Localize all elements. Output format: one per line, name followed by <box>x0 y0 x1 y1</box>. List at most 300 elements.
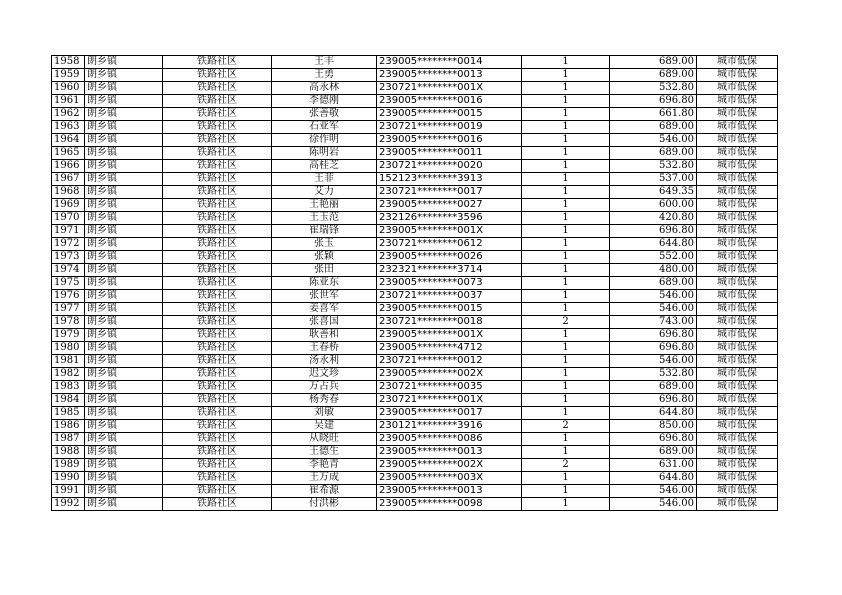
community-cell: 铁路社区 <box>163 108 272 121</box>
town-cell: 朗乡镇 <box>85 433 163 446</box>
household-count-cell: 1 <box>522 199 610 212</box>
id-number-cell: 239005********0016 <box>377 134 522 147</box>
household-count-cell: 1 <box>522 303 610 316</box>
town-cell: 朗乡镇 <box>85 329 163 342</box>
town-cell: 朗乡镇 <box>85 186 163 199</box>
name-cell: 李艳青 <box>272 459 377 472</box>
table-row <box>52 212 778 225</box>
household-count-cell: 2 <box>522 316 610 329</box>
table-row <box>52 290 778 303</box>
town-cell: 朗乡镇 <box>85 199 163 212</box>
id-number-cell: 230721********001X <box>377 82 522 95</box>
town-cell: 朗乡镇 <box>85 381 163 394</box>
community-cell: 铁路社区 <box>163 381 272 394</box>
town-cell: 朗乡镇 <box>85 472 163 485</box>
assistance-type-cell: 城市低保 <box>697 381 778 394</box>
name-cell: 吴建 <box>272 420 377 433</box>
id-number-cell: 239005********0086 <box>377 433 522 446</box>
row-number-cell: 1989 <box>52 459 85 472</box>
town-cell: 朗乡镇 <box>85 355 163 368</box>
table-row <box>52 446 778 459</box>
table-row <box>52 173 778 186</box>
community-cell: 铁路社区 <box>163 277 272 290</box>
table-row <box>52 485 778 498</box>
table-row <box>52 433 778 446</box>
amount-cell: 644.80 <box>610 472 697 485</box>
name-cell: 王丰 <box>272 56 377 69</box>
table-row <box>52 82 778 95</box>
amount-cell: 689.00 <box>610 147 697 160</box>
table-row <box>52 277 778 290</box>
community-cell: 铁路社区 <box>163 433 272 446</box>
assistance-type-cell: 城市低保 <box>697 199 778 212</box>
id-number-cell: 239005********002X <box>377 368 522 381</box>
amount-cell: 661.80 <box>610 108 697 121</box>
name-cell: 李德刚 <box>272 95 377 108</box>
id-number-cell: 239005********0017 <box>377 407 522 420</box>
community-cell: 铁路社区 <box>163 459 272 472</box>
id-number-cell: 152123********3913 <box>377 173 522 186</box>
id-number-cell: 230721********0017 <box>377 186 522 199</box>
table-row <box>52 147 778 160</box>
name-cell: 万占兵 <box>272 381 377 394</box>
table-row <box>52 381 778 394</box>
town-cell: 朗乡镇 <box>85 290 163 303</box>
household-count-cell: 1 <box>522 264 610 277</box>
row-number-cell: 1966 <box>52 160 85 173</box>
name-cell: 付洪彬 <box>272 498 377 511</box>
name-cell: 张喜国 <box>272 316 377 329</box>
household-count-cell: 1 <box>522 82 610 95</box>
household-count-cell: 1 <box>522 394 610 407</box>
community-cell: 铁路社区 <box>163 368 272 381</box>
community-cell: 铁路社区 <box>163 290 272 303</box>
household-count-cell: 1 <box>522 381 610 394</box>
amount-cell: 532.80 <box>610 368 697 381</box>
table-row <box>52 368 778 381</box>
row-number-cell: 1990 <box>52 472 85 485</box>
row-number-cell: 1959 <box>52 69 85 82</box>
row-number-cell: 1964 <box>52 134 85 147</box>
community-cell: 铁路社区 <box>163 251 272 264</box>
household-count-cell: 1 <box>522 433 610 446</box>
name-cell: 王德生 <box>272 446 377 459</box>
amount-cell: 532.80 <box>610 160 697 173</box>
id-number-cell: 239005********0011 <box>377 147 522 160</box>
community-cell: 铁路社区 <box>163 394 272 407</box>
town-cell: 朗乡镇 <box>85 173 163 186</box>
id-number-cell: 232126********3596 <box>377 212 522 225</box>
id-number-cell: 230721********0020 <box>377 160 522 173</box>
table-row <box>52 394 778 407</box>
amount-cell: 689.00 <box>610 121 697 134</box>
row-number-cell: 1991 <box>52 485 85 498</box>
name-cell: 张善敬 <box>272 108 377 121</box>
table-row <box>52 420 778 433</box>
records-table <box>51 55 778 511</box>
amount-cell: 696.80 <box>610 95 697 108</box>
id-number-cell: 239005********4712 <box>377 342 522 355</box>
name-cell: 王玉范 <box>272 212 377 225</box>
assistance-type-cell: 城市低保 <box>697 134 778 147</box>
town-cell: 朗乡镇 <box>85 147 163 160</box>
town-cell: 朗乡镇 <box>85 212 163 225</box>
id-number-cell: 239005********0013 <box>377 485 522 498</box>
assistance-type-cell: 城市低保 <box>697 212 778 225</box>
household-count-cell: 1 <box>522 342 610 355</box>
assistance-type-cell: 城市低保 <box>697 173 778 186</box>
assistance-type-cell: 城市低保 <box>697 316 778 329</box>
amount-cell: 689.00 <box>610 446 697 459</box>
household-count-cell: 1 <box>522 186 610 199</box>
community-cell: 铁路社区 <box>163 134 272 147</box>
table-row <box>52 160 778 173</box>
amount-cell: 696.80 <box>610 329 697 342</box>
table-row <box>52 186 778 199</box>
assistance-type-cell: 城市低保 <box>697 225 778 238</box>
row-number-cell: 1967 <box>52 173 85 186</box>
row-number-cell: 1986 <box>52 420 85 433</box>
id-number-cell: 230721********0018 <box>377 316 522 329</box>
row-number-cell: 1983 <box>52 381 85 394</box>
assistance-type-cell: 城市低保 <box>697 329 778 342</box>
name-cell: 王春桥 <box>272 342 377 355</box>
assistance-type-cell: 城市低保 <box>697 95 778 108</box>
town-cell: 朗乡镇 <box>85 121 163 134</box>
table-row <box>52 459 778 472</box>
town-cell: 朗乡镇 <box>85 316 163 329</box>
row-number-cell: 1985 <box>52 407 85 420</box>
amount-cell: 552.00 <box>610 251 697 264</box>
id-number-cell: 230721********0012 <box>377 355 522 368</box>
assistance-type-cell: 城市低保 <box>697 355 778 368</box>
amount-cell: 546.00 <box>610 485 697 498</box>
name-cell: 陈明岩 <box>272 147 377 160</box>
community-cell: 铁路社区 <box>163 147 272 160</box>
name-cell: 张颖 <box>272 251 377 264</box>
household-count-cell: 1 <box>522 147 610 160</box>
town-cell: 朗乡镇 <box>85 368 163 381</box>
amount-cell: 689.00 <box>610 69 697 82</box>
id-number-cell: 239005********0013 <box>377 69 522 82</box>
assistance-type-cell: 城市低保 <box>697 147 778 160</box>
community-cell: 铁路社区 <box>163 199 272 212</box>
table-row <box>52 342 778 355</box>
id-number-cell: 239005********0098 <box>377 498 522 511</box>
row-number-cell: 1974 <box>52 264 85 277</box>
town-cell: 朗乡镇 <box>85 95 163 108</box>
name-cell: 高永林 <box>272 82 377 95</box>
row-number-cell: 1984 <box>52 394 85 407</box>
table-row <box>52 264 778 277</box>
row-number-cell: 1987 <box>52 433 85 446</box>
community-cell: 铁路社区 <box>163 303 272 316</box>
assistance-type-cell: 城市低保 <box>697 342 778 355</box>
table-body <box>52 56 778 511</box>
table-row <box>52 121 778 134</box>
amount-cell: 696.80 <box>610 394 697 407</box>
id-number-cell: 239005********0014 <box>377 56 522 69</box>
community-cell: 铁路社区 <box>163 485 272 498</box>
community-cell: 铁路社区 <box>163 355 272 368</box>
id-number-cell: 230721********0035 <box>377 381 522 394</box>
amount-cell: 743.00 <box>610 316 697 329</box>
community-cell: 铁路社区 <box>163 472 272 485</box>
name-cell: 高桂芝 <box>272 160 377 173</box>
town-cell: 朗乡镇 <box>85 498 163 511</box>
community-cell: 铁路社区 <box>163 420 272 433</box>
row-number-cell: 1961 <box>52 95 85 108</box>
household-count-cell: 1 <box>522 485 610 498</box>
id-number-cell: 230721********001X <box>377 394 522 407</box>
household-count-cell: 1 <box>522 329 610 342</box>
assistance-type-cell: 城市低保 <box>697 498 778 511</box>
town-cell: 朗乡镇 <box>85 69 163 82</box>
assistance-type-cell: 城市低保 <box>697 420 778 433</box>
amount-cell: 600.00 <box>610 199 697 212</box>
amount-cell: 532.80 <box>610 82 697 95</box>
community-cell: 铁路社区 <box>163 316 272 329</box>
household-count-cell: 1 <box>522 225 610 238</box>
name-cell: 迟文珍 <box>272 368 377 381</box>
table-row <box>52 56 778 69</box>
town-cell: 朗乡镇 <box>85 251 163 264</box>
name-cell: 徐作明 <box>272 134 377 147</box>
household-count-cell: 1 <box>522 446 610 459</box>
household-count-cell: 1 <box>522 108 610 121</box>
amount-cell: 546.00 <box>610 355 697 368</box>
household-count-cell: 1 <box>522 212 610 225</box>
row-number-cell: 1979 <box>52 329 85 342</box>
amount-cell: 546.00 <box>610 290 697 303</box>
town-cell: 朗乡镇 <box>85 160 163 173</box>
community-cell: 铁路社区 <box>163 238 272 251</box>
table-row <box>52 251 778 264</box>
assistance-type-cell: 城市低保 <box>697 251 778 264</box>
household-count-cell: 1 <box>522 407 610 420</box>
town-cell: 朗乡镇 <box>85 446 163 459</box>
town-cell: 朗乡镇 <box>85 394 163 407</box>
id-number-cell: 230121********3916 <box>377 420 522 433</box>
table-row <box>52 316 778 329</box>
id-number-cell: 239005********0015 <box>377 303 522 316</box>
assistance-type-cell: 城市低保 <box>697 485 778 498</box>
town-cell: 朗乡镇 <box>85 459 163 472</box>
name-cell: 张玉 <box>272 238 377 251</box>
assistance-type-cell: 城市低保 <box>697 433 778 446</box>
household-count-cell: 1 <box>522 290 610 303</box>
town-cell: 朗乡镇 <box>85 277 163 290</box>
amount-cell: 631.00 <box>610 459 697 472</box>
amount-cell: 537.00 <box>610 173 697 186</box>
community-cell: 铁路社区 <box>163 212 272 225</box>
table-row <box>52 134 778 147</box>
assistance-type-cell: 城市低保 <box>697 472 778 485</box>
name-cell: 王菲 <box>272 173 377 186</box>
id-number-cell: 239005********001X <box>377 329 522 342</box>
row-number-cell: 1971 <box>52 225 85 238</box>
town-cell: 朗乡镇 <box>85 82 163 95</box>
community-cell: 铁路社区 <box>163 407 272 420</box>
assistance-type-cell: 城市低保 <box>697 82 778 95</box>
id-number-cell: 239005********003X <box>377 472 522 485</box>
name-cell: 王万成 <box>272 472 377 485</box>
household-count-cell: 1 <box>522 251 610 264</box>
assistance-type-cell: 城市低保 <box>697 108 778 121</box>
town-cell: 朗乡镇 <box>85 303 163 316</box>
assistance-type-cell: 城市低保 <box>697 446 778 459</box>
household-count-cell: 2 <box>522 420 610 433</box>
row-number-cell: 1977 <box>52 303 85 316</box>
name-cell: 崔瑞锋 <box>272 225 377 238</box>
name-cell: 陈亚东 <box>272 277 377 290</box>
community-cell: 铁路社区 <box>163 225 272 238</box>
household-count-cell: 1 <box>522 134 610 147</box>
household-count-cell: 1 <box>522 121 610 134</box>
assistance-type-cell: 城市低保 <box>697 264 778 277</box>
table-row <box>52 498 778 511</box>
town-cell: 朗乡镇 <box>85 134 163 147</box>
name-cell: 杨秀春 <box>272 394 377 407</box>
table-row <box>52 303 778 316</box>
name-cell: 姜喜军 <box>272 303 377 316</box>
id-number-cell: 239005********002X <box>377 459 522 472</box>
amount-cell: 546.00 <box>610 303 697 316</box>
table-row <box>52 108 778 121</box>
household-count-cell: 1 <box>522 277 610 290</box>
name-cell: 汤永利 <box>272 355 377 368</box>
town-cell: 朗乡镇 <box>85 407 163 420</box>
household-count-cell: 1 <box>522 472 610 485</box>
id-number-cell: 230721********0019 <box>377 121 522 134</box>
community-cell: 铁路社区 <box>163 69 272 82</box>
row-number-cell: 1973 <box>52 251 85 264</box>
assistance-type-cell: 城市低保 <box>697 394 778 407</box>
community-cell: 铁路社区 <box>163 95 272 108</box>
community-cell: 铁路社区 <box>163 82 272 95</box>
id-number-cell: 239005********0015 <box>377 108 522 121</box>
household-count-cell: 1 <box>522 498 610 511</box>
town-cell: 朗乡镇 <box>85 56 163 69</box>
table-row <box>52 95 778 108</box>
amount-cell: 689.00 <box>610 56 697 69</box>
community-cell: 铁路社区 <box>163 446 272 459</box>
name-cell: 王勇 <box>272 69 377 82</box>
amount-cell: 696.80 <box>610 433 697 446</box>
assistance-type-cell: 城市低保 <box>697 160 778 173</box>
name-cell: 张世军 <box>272 290 377 303</box>
name-cell: 张田 <box>272 264 377 277</box>
assistance-type-cell: 城市低保 <box>697 56 778 69</box>
assistance-type-cell: 城市低保 <box>697 407 778 420</box>
id-number-cell: 232321********3714 <box>377 264 522 277</box>
table-row <box>52 329 778 342</box>
row-number-cell: 1980 <box>52 342 85 355</box>
id-number-cell: 239005********0027 <box>377 199 522 212</box>
row-number-cell: 1970 <box>52 212 85 225</box>
household-count-cell: 1 <box>522 238 610 251</box>
amount-cell: 480.00 <box>610 264 697 277</box>
id-number-cell: 239005********0026 <box>377 251 522 264</box>
id-number-cell: 239005********001X <box>377 225 522 238</box>
household-count-cell: 2 <box>522 459 610 472</box>
name-cell: 崔希源 <box>272 485 377 498</box>
id-number-cell: 230721********0037 <box>377 290 522 303</box>
amount-cell: 546.00 <box>610 134 697 147</box>
assistance-type-cell: 城市低保 <box>697 303 778 316</box>
community-cell: 铁路社区 <box>163 160 272 173</box>
community-cell: 铁路社区 <box>163 264 272 277</box>
row-number-cell: 1972 <box>52 238 85 251</box>
town-cell: 朗乡镇 <box>85 108 163 121</box>
name-cell: 王艳丽 <box>272 199 377 212</box>
amount-cell: 689.00 <box>610 381 697 394</box>
assistance-type-cell: 城市低保 <box>697 290 778 303</box>
town-cell: 朗乡镇 <box>85 225 163 238</box>
table-row <box>52 225 778 238</box>
name-cell: 艾力 <box>272 186 377 199</box>
row-number-cell: 1982 <box>52 368 85 381</box>
id-number-cell: 239005********0073 <box>377 277 522 290</box>
row-number-cell: 1965 <box>52 147 85 160</box>
table-row <box>52 238 778 251</box>
assistance-type-cell: 城市低保 <box>697 368 778 381</box>
row-number-cell: 1968 <box>52 186 85 199</box>
household-count-cell: 1 <box>522 355 610 368</box>
row-number-cell: 1975 <box>52 277 85 290</box>
id-number-cell: 239005********0016 <box>377 95 522 108</box>
row-number-cell: 1962 <box>52 108 85 121</box>
town-cell: 朗乡镇 <box>85 342 163 355</box>
assistance-type-cell: 城市低保 <box>697 459 778 472</box>
community-cell: 铁路社区 <box>163 186 272 199</box>
row-number-cell: 1988 <box>52 446 85 459</box>
amount-cell: 689.00 <box>610 277 697 290</box>
row-number-cell: 1960 <box>52 82 85 95</box>
row-number-cell: 1978 <box>52 316 85 329</box>
table-row <box>52 472 778 485</box>
community-cell: 铁路社区 <box>163 56 272 69</box>
row-number-cell: 1969 <box>52 199 85 212</box>
amount-cell: 696.80 <box>610 342 697 355</box>
household-count-cell: 1 <box>522 173 610 186</box>
amount-cell: 546.00 <box>610 498 697 511</box>
id-number-cell: 230721********0612 <box>377 238 522 251</box>
town-cell: 朗乡镇 <box>85 420 163 433</box>
table-row <box>52 69 778 82</box>
row-number-cell: 1992 <box>52 498 85 511</box>
amount-cell: 644.80 <box>610 407 697 420</box>
name-cell: 刘敏 <box>272 407 377 420</box>
assistance-type-cell: 城市低保 <box>697 186 778 199</box>
household-count-cell: 1 <box>522 56 610 69</box>
assistance-type-cell: 城市低保 <box>697 238 778 251</box>
table-row <box>52 199 778 212</box>
community-cell: 铁路社区 <box>163 342 272 355</box>
household-count-cell: 1 <box>522 160 610 173</box>
assistance-type-cell: 城市低保 <box>697 69 778 82</box>
amount-cell: 649.35 <box>610 186 697 199</box>
amount-cell: 644.80 <box>610 238 697 251</box>
name-cell: 耿善和 <box>272 329 377 342</box>
community-cell: 铁路社区 <box>163 173 272 186</box>
household-count-cell: 1 <box>522 95 610 108</box>
amount-cell: 850.00 <box>610 420 697 433</box>
community-cell: 铁路社区 <box>163 121 272 134</box>
assistance-type-cell: 城市低保 <box>697 277 778 290</box>
community-cell: 铁路社区 <box>163 329 272 342</box>
table-row <box>52 407 778 420</box>
